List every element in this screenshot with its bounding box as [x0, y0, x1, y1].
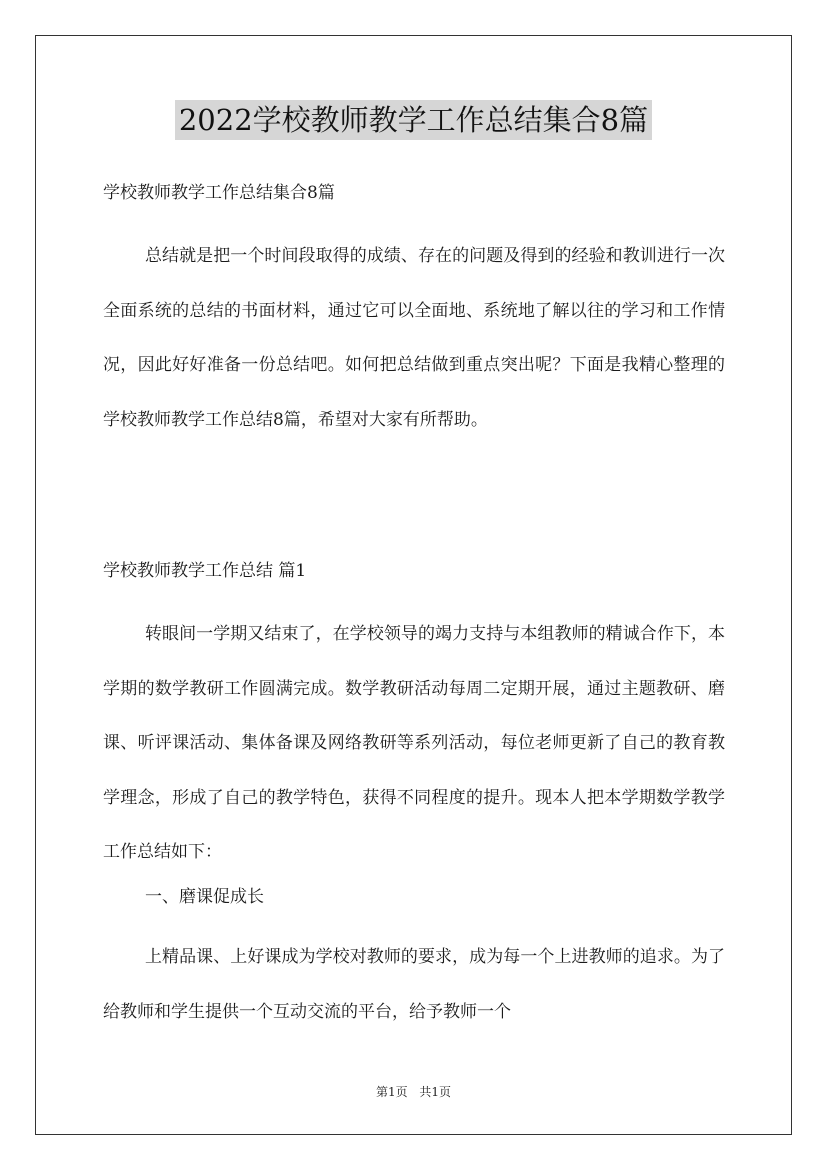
section-paragraph-1: 转眼间一学期又结束了，在学校领导的竭力支持与本组教师的精诚合作下，本学期的数学教研工作圆满完成。数学教研活动每周二定期开展，通过主题教研、磨课、听评课活动、集体备课及网络教研等系列活动，每位老师更新了自己的教育教学理念，形成了自己的教学特色，获得不同程度的提升。现本人把本学期数学教学工作总结如下：: [103, 624, 725, 863]
page-total: 共1页: [419, 1085, 452, 1099]
title-container: [0, 100, 827, 140]
page-footer: [0, 1083, 827, 1100]
section-paragraph-2: 上精品课、上好课成为学校对教师的要求，成为每一个上进教师的追求。为了给教师和学生提供一个互动交流的平台，给予教师一个: [103, 947, 725, 1022]
sub-heading: 一、磨课促成长: [145, 887, 264, 907]
page-number: 第1页: [375, 1085, 408, 1099]
intro-paragraph: 总结就是把一个时间段取得的成绩、存在的问题及得到的经验和教训进行一次全面系统的总结的书面材料，通过它可以全面地、系统地了解以往的学习和工作情况，因此好好准备一份总结吧。如何把总结做到重点突出呢？下面是我精心整理的学校教师教学工作总结8篇，希望对大家有所帮助。: [103, 246, 725, 430]
document-title: 2022学校教师教学工作总结集合8篇: [175, 100, 652, 140]
document-subtitle: 学校教师教学工作总结集合8篇: [103, 183, 335, 203]
section-heading: 学校教师教学工作总结 篇1: [103, 561, 307, 581]
